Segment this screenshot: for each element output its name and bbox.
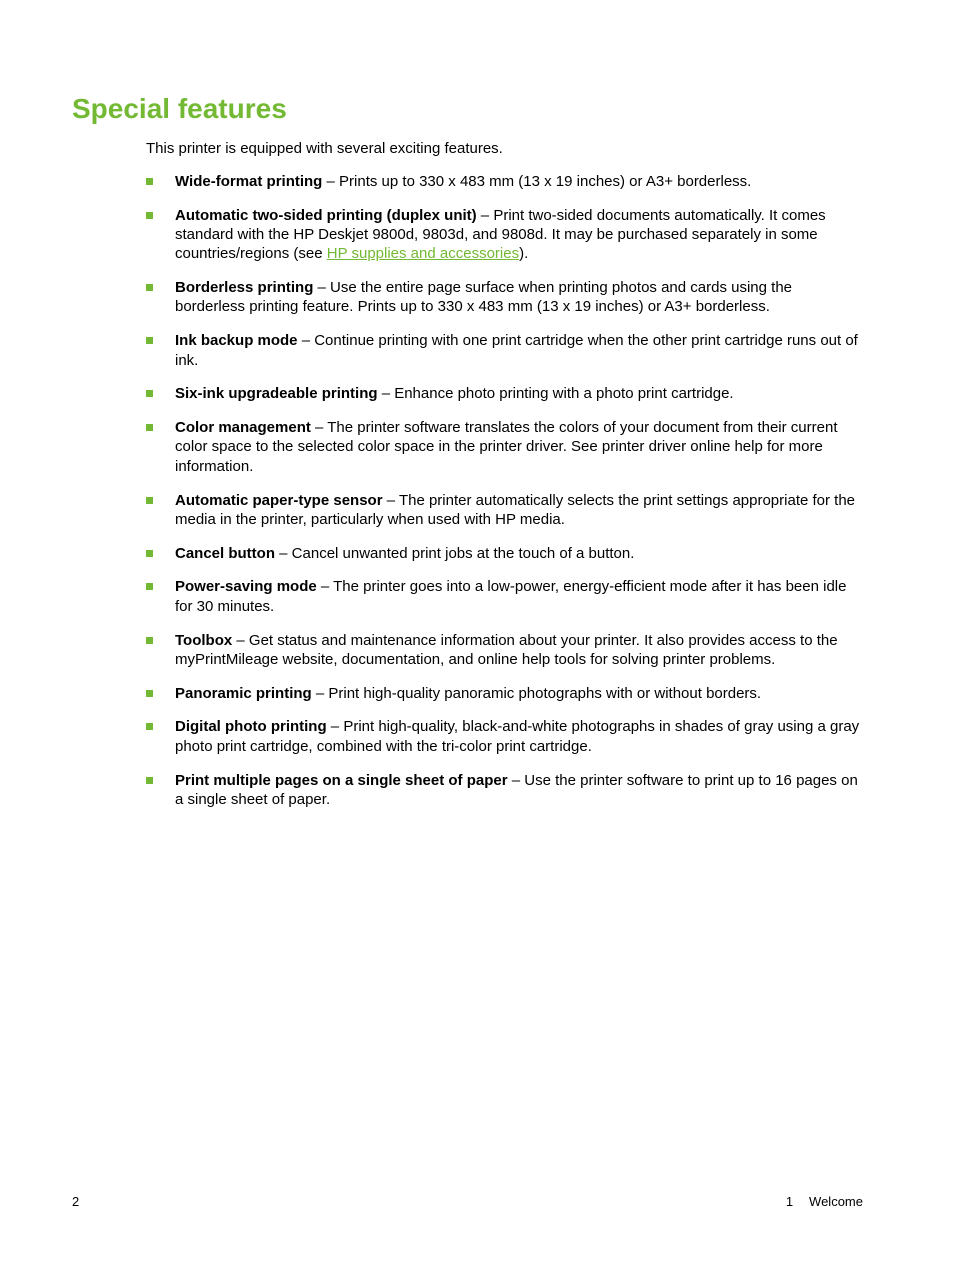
hp-supplies-link[interactable]: HP supplies and accessories: [326, 245, 520, 263]
feature-item-multiple-pages: [146, 771, 866, 810]
feature-description: – Use the entire page surface when printing photos and cards using the borderless printing feature. Prints up to 330 x 483 mm (13 x 19 inches) or A3+ borderless.: [175, 279, 792, 316]
bullet-icon: [146, 777, 153, 784]
bullet-icon: [146, 178, 153, 185]
feature-description-end: ).: [519, 245, 529, 263]
feature-item-paper-sensor: [146, 491, 866, 530]
intro-paragraph: This printer is equipped with several exciting features.: [146, 140, 503, 157]
feature-name: Power-saving mode: [175, 578, 317, 596]
bullet-icon: [146, 424, 153, 431]
feature-name: Toolbox: [175, 631, 233, 649]
footer-chapter-title: Welcome: [809, 1194, 863, 1209]
feature-item-duplex: [146, 206, 866, 264]
bullet-icon: [146, 550, 153, 557]
bullet-icon: [146, 212, 153, 219]
feature-name: Print multiple pages on a single sheet of paper: [175, 771, 508, 789]
feature-item-digital-photo: [146, 717, 866, 756]
feature-description: – The printer goes into a low-power, energy-efficient mode after it has been idle for 30 minutes.: [175, 578, 847, 615]
feature-item-toolbox: [146, 631, 866, 670]
feature-description: – Prints up to 330 x 483 mm (13 x 19 inches) or A3+ borderless.: [322, 173, 752, 190]
feature-item-panoramic: [146, 684, 866, 703]
bullet-icon: [146, 390, 153, 397]
bullet-icon: [146, 690, 153, 697]
feature-description: – Print high-quality panoramic photographs with or without borders.: [311, 684, 762, 702]
feature-name: Color management: [175, 419, 311, 437]
feature-item-six-ink: [146, 384, 866, 403]
feature-name: Six-ink upgradeable printing: [175, 385, 378, 403]
feature-item-cancel-button: [146, 544, 866, 563]
feature-description: – Continue printing with one print cartridge when the other print cartridge runs out of ink.: [175, 332, 858, 369]
feature-name: Cancel button: [175, 544, 275, 562]
feature-description: – Print two-sided documents automatically. It comes standard with the HP Deskjet 9800d, 9803d, and 9808d. It may be purchased separately in some countries/regions (see: [175, 206, 826, 263]
bullet-icon: [146, 637, 153, 644]
feature-description: – Print high-quality, black-and-white photographs in shades of gray using a gray photo print cartridge, combined with the tri-color print cartridge.: [175, 718, 860, 755]
feature-name: Panoramic printing: [175, 684, 312, 702]
feature-item-ink-backup: [146, 331, 866, 370]
feature-name: Automatic paper-type sensor: [175, 491, 383, 509]
bullet-icon: [146, 723, 153, 730]
feature-name: Automatic two-sided printing (duplex unit): [175, 206, 477, 224]
footer-page-number: 2: [72, 1194, 80, 1209]
feature-name: Digital photo printing: [175, 718, 327, 736]
bullet-icon: [146, 583, 153, 590]
feature-description: – Enhance photo printing with a photo print cartridge.: [377, 385, 734, 403]
feature-item-power-saving: [146, 577, 866, 616]
feature-description: – The printer automatically selects the print settings appropriate for the media in the printer, particularly when used with HP media.: [175, 491, 856, 528]
feature-description: – The printer software translates the colors of your document from their current color space to the selected color space in the printer driver. See printer driver online help for more information.: [175, 419, 838, 475]
bullet-icon: [146, 284, 153, 291]
feature-name: Wide-format printing: [175, 173, 323, 190]
feature-description: – Get status and maintenance information about your printer. It also provides access to the myPrintMileage website, documentation, and online help tools for solving printer problems.: [175, 631, 838, 668]
page-title: Special features: [72, 93, 287, 124]
footer-chapter: [786, 1194, 863, 1210]
feature-item-wide-format: [146, 172, 866, 191]
bullet-icon: [146, 497, 153, 504]
footer-chapter-number: 1: [785, 1194, 794, 1209]
feature-item-color-management: [146, 418, 866, 476]
feature-name: Borderless printing: [175, 279, 314, 297]
feature-description: – Cancel unwanted print jobs at the touch of a button.: [275, 544, 635, 562]
feature-name: Ink backup mode: [175, 332, 298, 350]
feature-item-borderless: [146, 278, 866, 317]
feature-description: – Use the printer software to print up to 16 pages on a single sheet of paper.: [175, 771, 858, 808]
bullet-icon: [146, 337, 153, 344]
feature-list: [146, 172, 866, 824]
